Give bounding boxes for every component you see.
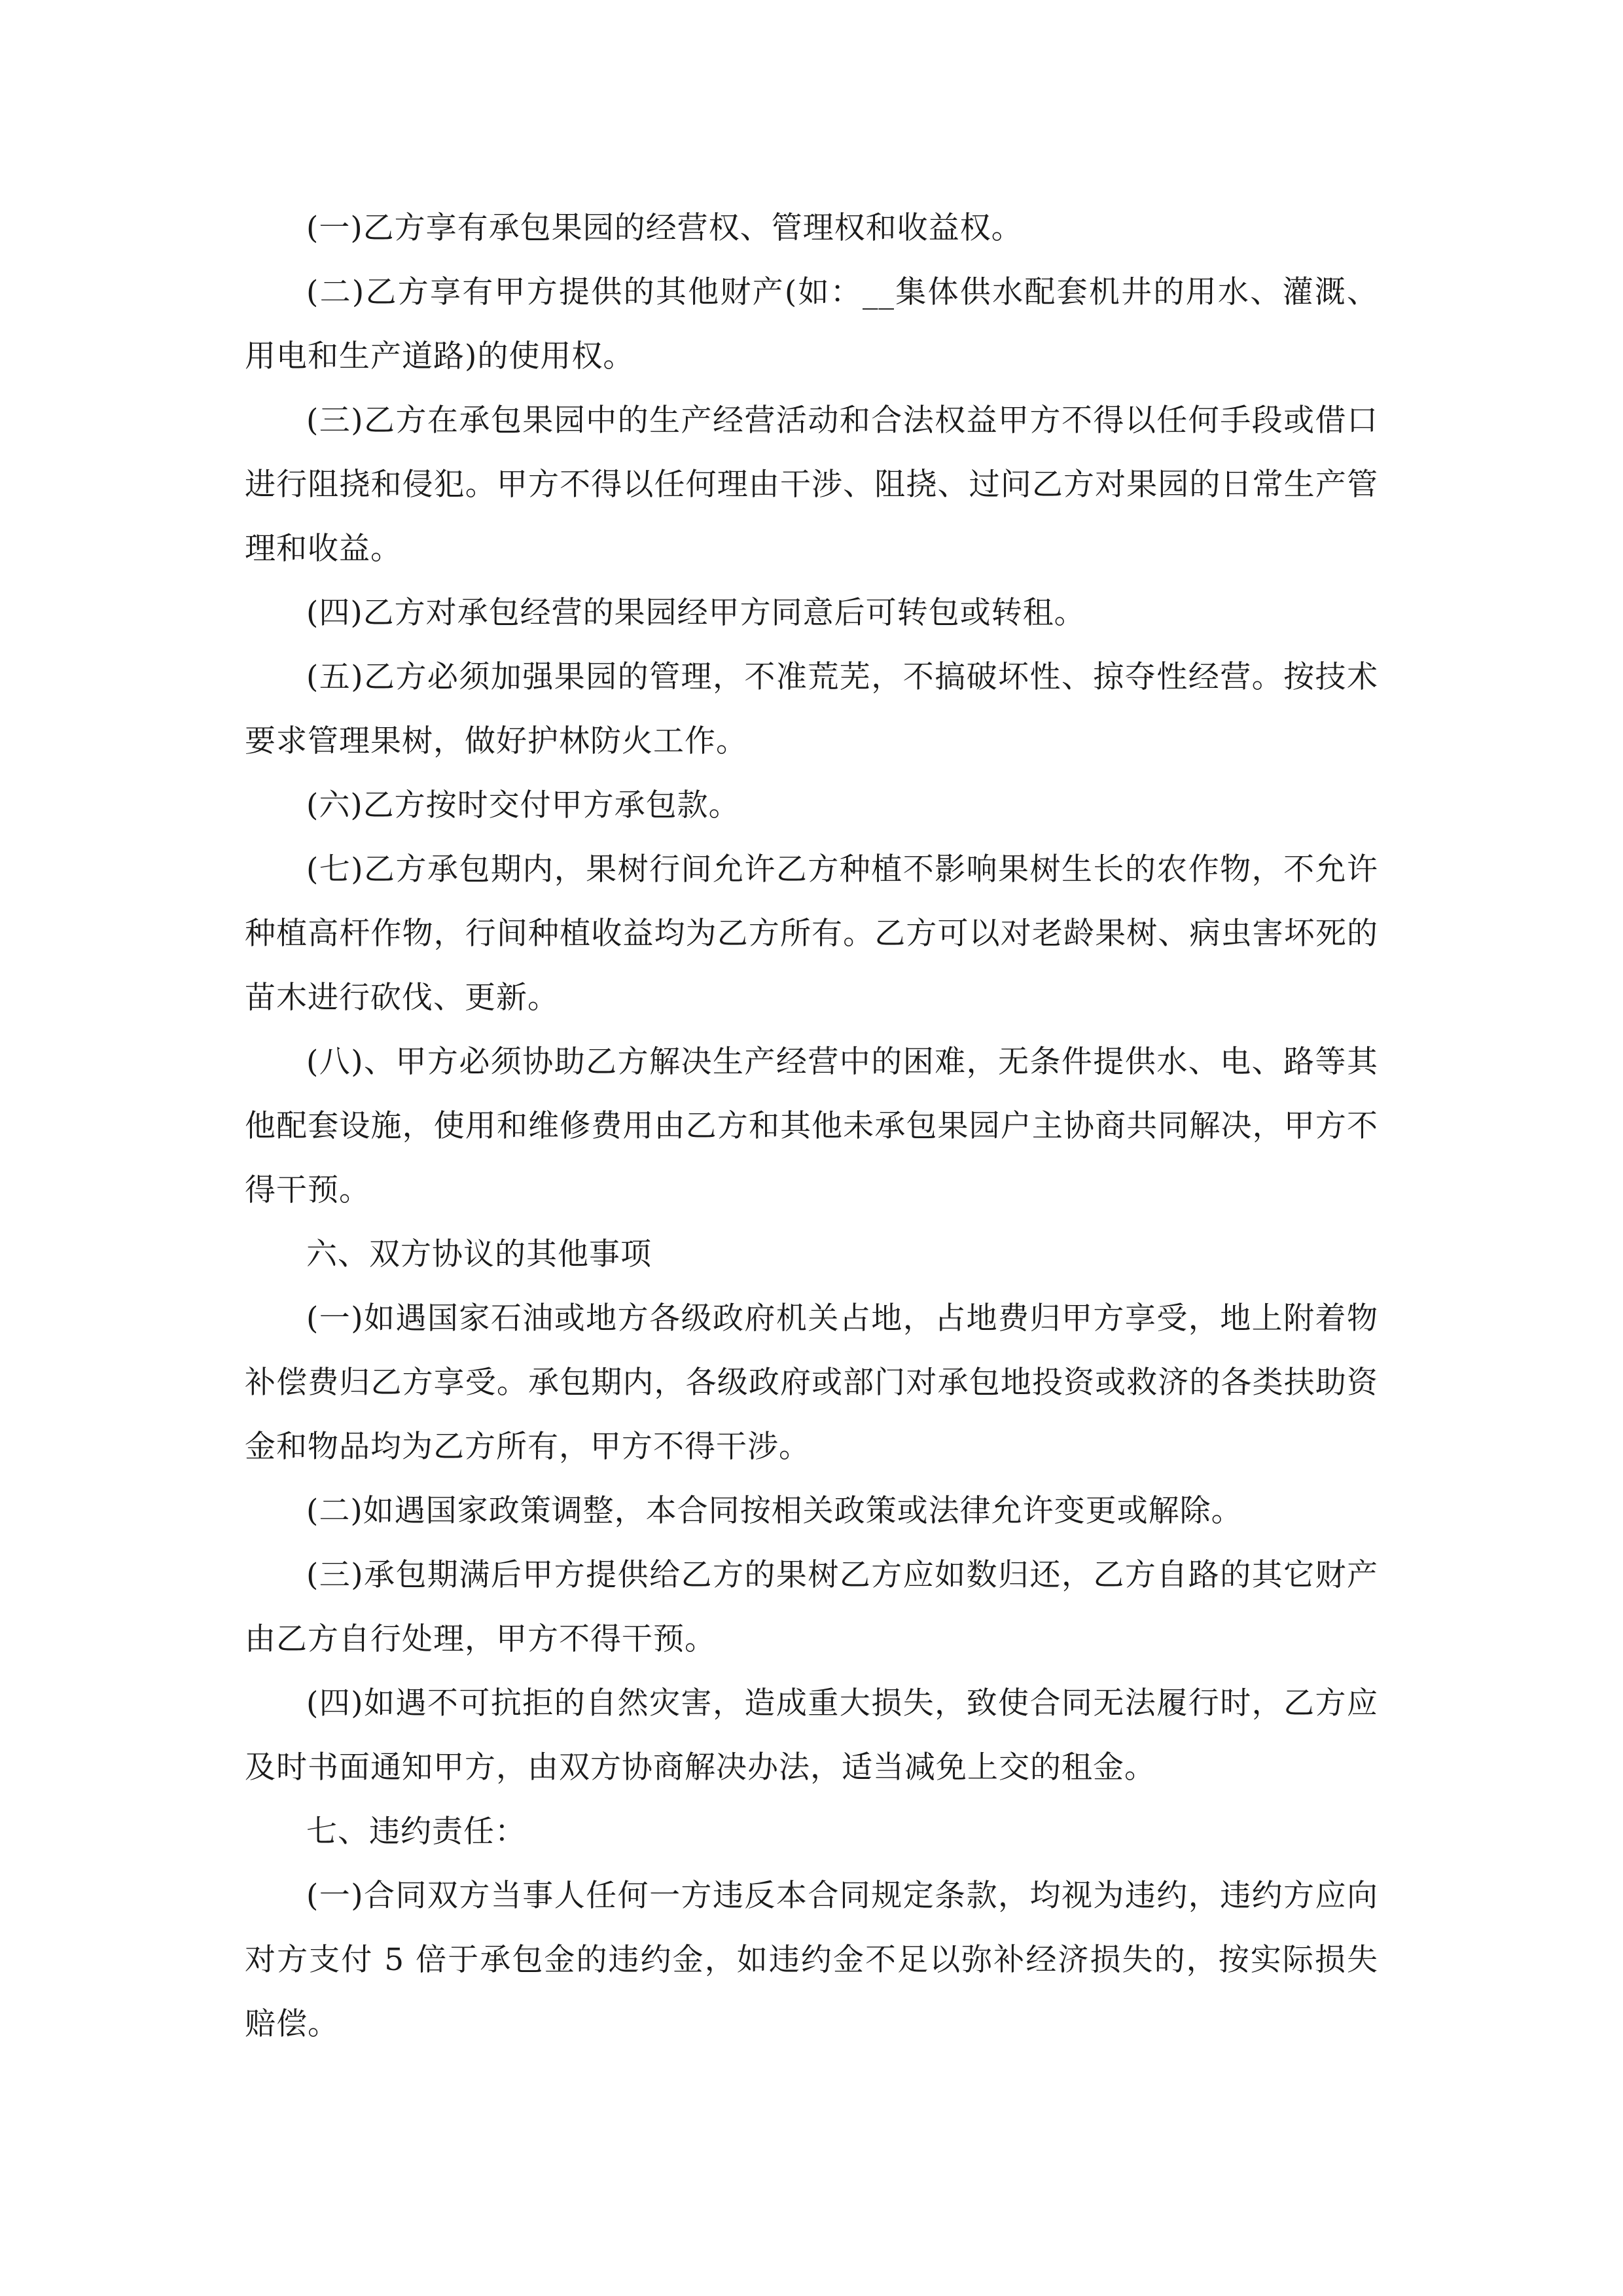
clause-paragraph: (二)如遇国家政策调整，本合同按相关政策或法律允许变更或解除。	[306, 1493, 1243, 1529]
clause-paragraph: (四)乙方对承包经营的果园经甲方同意后可转包或转租。	[306, 595, 1086, 631]
section-heading: 六、双方协议的其他事项	[306, 1236, 652, 1272]
clause-paragraph: (三)承包期满后甲方提供给乙方的果树乙方应如数归还，乙方自路的其它财产由乙方自行处理，甲方不得干预。	[245, 1557, 1378, 1657]
clause-paragraph: (七)乙方承包期内，果树行间允许乙方种植不影响果树生长的农作物，不允许种植高杆作物，行间种植收益均为乙方所有。乙方可以对老龄果树、病虫害坏死的苗木进行砍伐、更新。	[245, 852, 1378, 1016]
clause-paragraph: (六)乙方按时交付甲方承包款。	[306, 787, 740, 823]
clause-paragraph: (四)如遇不可抗拒的自然灾害，造成重大损失，致使合同无法履行时，乙方应及时书面通知甲方，由双方协商解决办法，适当减免上交的租金。	[245, 1685, 1378, 1785]
clause-paragraph: (二)乙方享有甲方提供的其他财产(如：__集体供水配套机井的用水、灌溉、用电和生产道路)的使用权。	[245, 274, 1378, 374]
section-heading: 七、违约责任：	[306, 1814, 526, 1850]
document-body	[245, 196, 1378, 2056]
clause-paragraph: (五)乙方必须加强果园的管理，不准荒芜，不搞破坏性、掠夺性经营。按技术要求管理果树，做好护林防火工作。	[245, 659, 1378, 759]
clause-paragraph: (一)乙方享有承包果园的经营权、管理权和收益权。	[306, 210, 1023, 246]
clause-paragraph: (一)如遇国家石油或地方各级政府机关占地，占地费归甲方享受，地上附着物补偿费归乙方享受。承包期内，各级政府或部门对承包地投资或救济的各类扶助资金和物品均为乙方所有，甲方不得干涉。	[245, 1300, 1378, 1465]
clause-paragraph: (八)、甲方必须协助乙方解决生产经营中的困难，无条件提供水、电、路等其他配套设施，使用和维修费用由乙方和其他未承包果园户主协商共同解决，甲方不得干预。	[245, 1044, 1378, 1208]
clause-paragraph: (三)乙方在承包果园中的生产经营活动和合法权益甲方不得以任何手段或借口进行阻挠和侵犯。甲方不得以任何理由干涉、阻挠、过问乙方对果园的日常生产管理和收益。	[245, 403, 1378, 567]
clause-paragraph: (一)合同双方当事人任何一方违反本合同规定条款，均视为违约，违约方应向对方支付 5 倍于承包金的违约金，如违约金不足以弥补经济损失的，按实际损失赔偿。	[245, 1878, 1378, 2042]
